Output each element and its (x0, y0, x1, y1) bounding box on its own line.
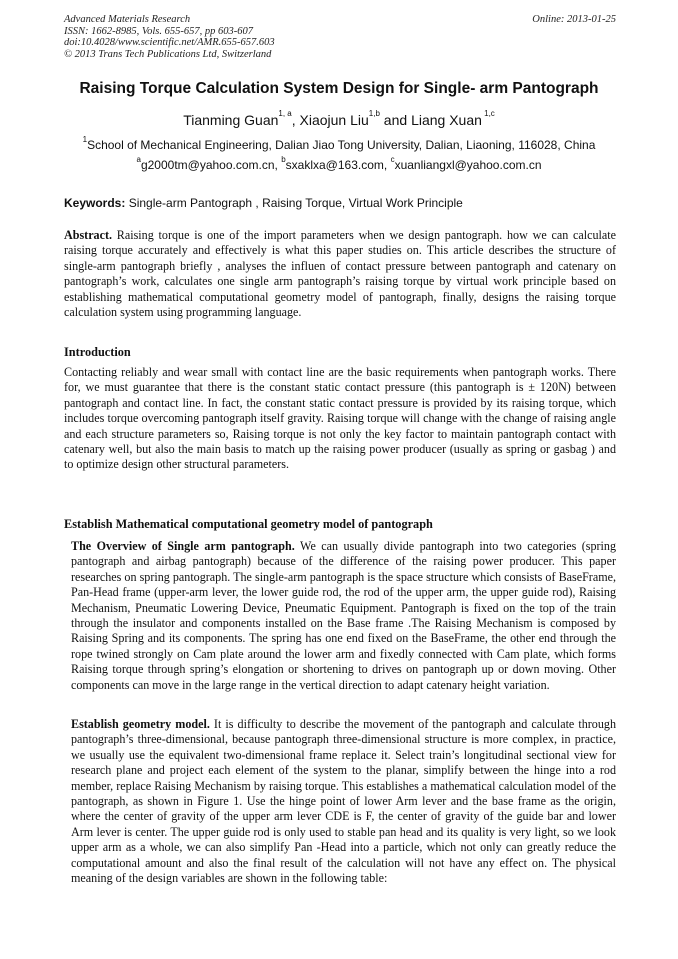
author-list (40, 109, 638, 128)
author-superscript: 1,c (481, 109, 495, 118)
section-heading-introduction: Introduction (64, 345, 131, 359)
abstract-text: Raising torque is one of the import parameters when we design pantograph. how we can calculate raising torque accurately and effectively is what this paper studies on. This article describes the structure of single-arm pantograph briefly , analyses the influen of contact pressure between pantograph and catenary on pantograph’s work, calculates one single arm pantograph’s raising torque by virtual work principle based on establishing mathematical computational geometry model of pantograph, finally, designs the raising torque calculation system using programming language. (64, 228, 616, 320)
abstract-label: Abstract. (64, 228, 113, 242)
author-name: Xiaojun Liu (299, 112, 369, 128)
geometry-model-label: Establish geometry model. (71, 717, 210, 731)
email-address: sxaklxa@163.com, (285, 158, 391, 172)
introduction-text: Contacting reliably and wear small with contact line are the basic requirements when pantograph works. There for, we must guarantee that there is the constant static contact pressure (this pantograph is ± 120N) between pantograph and contact line. In fact, the constant static contact pressure is provided by its raising torque, which includes torque overcoming pantograph itself gravity. Raising torque will change with the change of raising angle and each structure parameters so, Raising torque is not only the key factor to maintain pantograph contact with catenary well, but also the main basis to match up the raising power producer (usually as spring or gasbag ) and to optimize design other structural parameters. (64, 365, 616, 472)
overview-text: We can usually divide pantograph into two categories (spring pantograph and airbag pantograph) because of the difference of the raising power producer. This paper researches on spring pantograph. The single-arm pantograph is the space structure which consists of BaseFrame, Pan-Head frame (upper-arm lever, the lower guide rod, the rod of the upper arm, the upper guide rod), Raising Mechanism, Pneumatic Lowering Device, Pneumatic Equipment. Pantograph is fixed on the top of the train through the insulator and components installed on the Base frame .The Raising Mechanism is composed by Raising Spring and its components. The spring has one end fixed on the BaseFrame, the other end through the rope twined strongly on Cam plate around the lower arm and fixedly connected with Cam plate, which forms Raising torque through spring’s elongation or shortening to drives on pantograph up or down moving. Other components can move in the large range in the vertical direction to adapt catenary height variation. (71, 539, 617, 692)
online-date: Online: 2013-01-25 (532, 14, 616, 25)
affiliation-superscript: 1 (82, 135, 88, 144)
author-superscript: 1, a (278, 109, 292, 118)
email-superscript: c (390, 155, 395, 164)
affiliation (20, 135, 658, 152)
email-address: xuanliangxl@yahoo.com.cn (394, 158, 542, 172)
author-name: Tianming Guan (183, 112, 279, 128)
overview-paragraph (64, 539, 616, 693)
geometry-model-paragraph (64, 717, 616, 886)
author-separator: , (291, 112, 300, 128)
overview-label: The Overview of Single arm pantograph. (71, 539, 295, 553)
issn-line: ISSN: 1662-8985, Vols. 655-657, pp 603-607 (64, 25, 253, 37)
email-address: g2000tm@yahoo.com.cn, (140, 158, 282, 172)
copyright-line: © 2013 Trans Tech Publications Ltd, Switzerland (64, 48, 272, 60)
section-heading-model: Establish Mathematical computational geometry model of pantograph (64, 517, 433, 531)
keywords-label: Keywords: (64, 196, 126, 210)
doi-line: doi:10.4028/www.scientific.net/AMR.655-657.603 (64, 37, 275, 48)
introduction-body (64, 365, 616, 473)
email-superscript: b (281, 155, 286, 164)
keywords (64, 196, 616, 210)
paper-title: Raising Torque Calculation System Design for Single- arm Pantograph (79, 80, 599, 97)
author-name: Liang Xuan (411, 112, 482, 128)
email-list (40, 155, 638, 172)
keywords-text: Single-arm Pantograph , Raising Torque, Virtual Work Principle (125, 196, 463, 210)
email-superscript: a (136, 155, 141, 164)
abstract (64, 228, 616, 320)
journal-name: Advanced Materials Research (64, 14, 191, 25)
author-separator: and (379, 112, 412, 128)
author-superscript: 1,b (368, 109, 380, 118)
geometry-model-text: It is difficulty to describe the movement of the pantograph and calculate through pantograph’s three-dimensional, because pantograph three-dimensional structure is more complex, in practice, we usually use the equivalent two-dimensional frame replace it. Select train’s longitudinal sectional view for research plane and project each element of the system to the planar, simplify between the hinge into a rod member, replace Raising Mechanism by raising torque. This establishes a mathematical calculation model of the pantograph, as shown in Figure 1. Use the hinge point of lower Arm lever and the base frame as the origin, where the center of gravity of the upper arm lever CDE is F, the center of gravity of the guide bar and lower Arm lever is center. The upper guide rod is only used to stable pan head and its quality is very light, so we look upper arm as a whole, we can also simplify Pan -Head into a particle, which not only can greatly reduce the computational amount and also the final result of the calculation will not have any effect on. The physical meaning of the design variables are shown in the following table: (71, 717, 616, 886)
affiliation-text: School of Mechanical Engineering, Dalian Jiao Tong University, Dalian, Liaoning, 116028, China (87, 138, 596, 152)
running-header (64, 14, 616, 60)
